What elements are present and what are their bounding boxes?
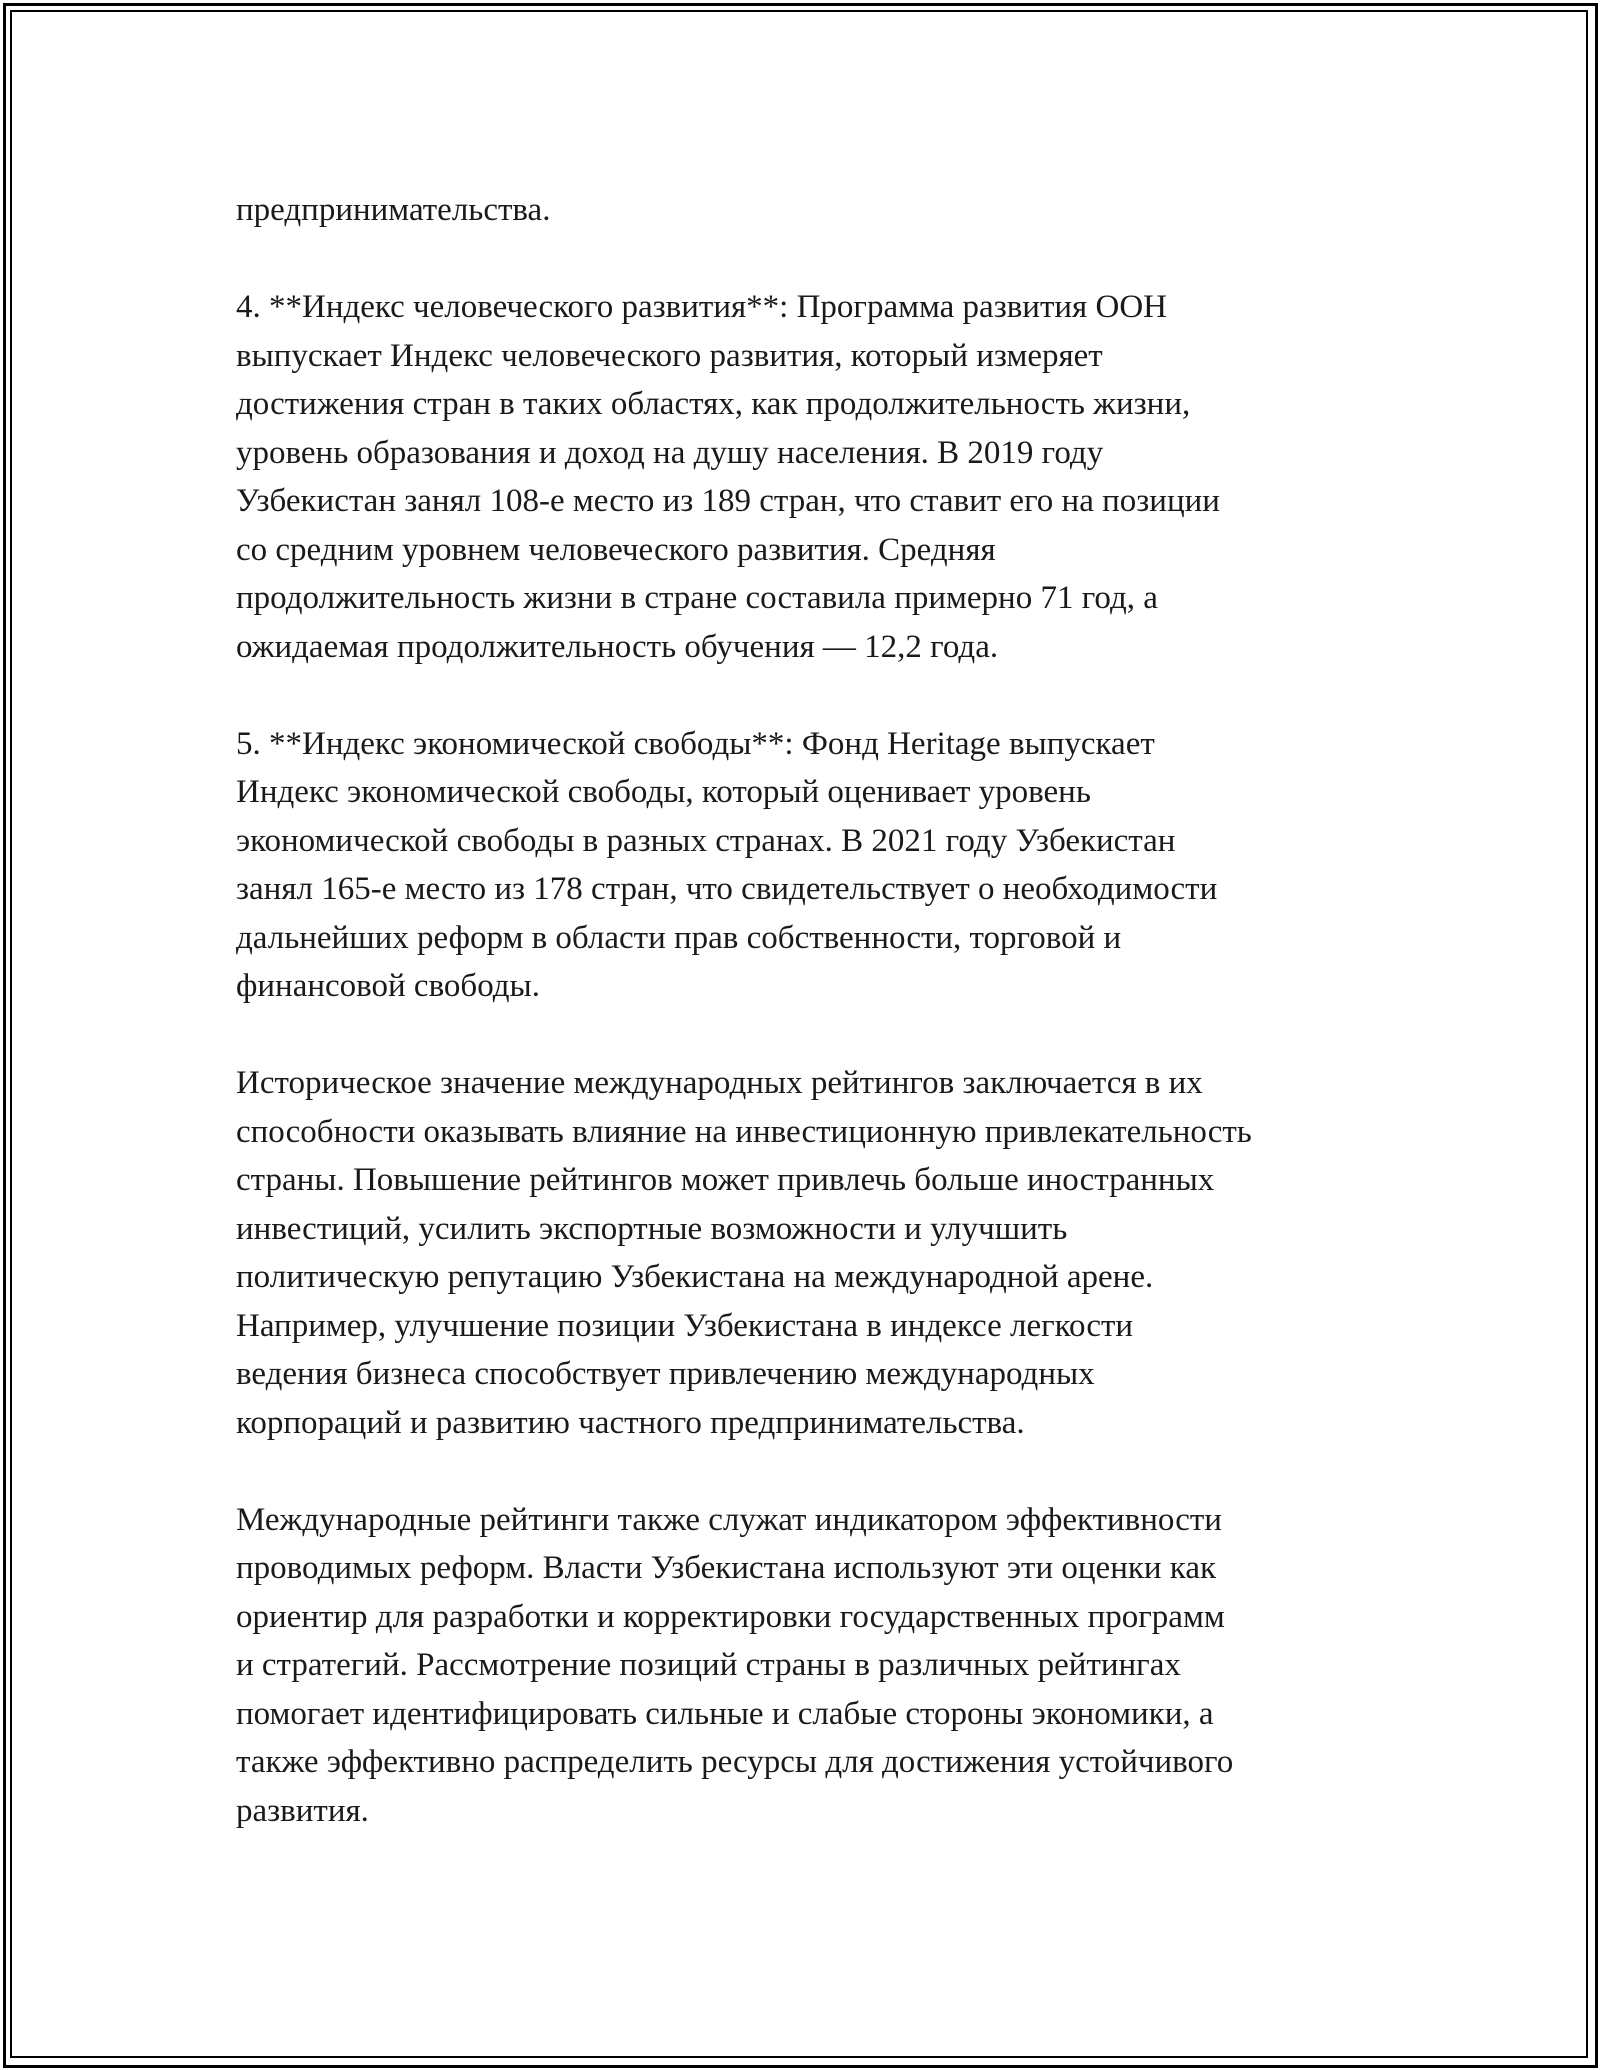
paragraph-economic-freedom-index: 5. **Индекс экономической свободы**: Фонд Heritage выпускает Индекс экономической свободы, который оценивает уровень экономической свободы в разных странах. В 2021 году Узбекистан занял 165-е место из 178 стран, что свидетельствует о необходимости дальнейших реформ в области прав собственности, торговой и финансовой свободы.	[236, 725, 1218, 1004]
paragraph-historical-significance: Историческое значение международных рейтингов заключается в их способности оказывать влияние на инвестиционную привлекательность страны. Повышение рейтингов может привлечь больше иностранных инвестиций, усилить экспортные возможности и улучшить политическую репутацию Узбекистана на международной арене. Например, улучшение позиции Узбекистана в индексе легкости ведения бизнеса способствует привлечению международных корпораций и развитию частного предпринимательства.	[236, 1065, 1252, 1441]
document-body	[236, 186, 1376, 1835]
paragraph-human-development-index: 4. **Индекс человеческого развития**: Программа развития ООН выпускает Индекс человеческого развития, который измеряет достижения стран в таких областях, как продолжительность жизни, уровень образования и доход на душу населения. В 2019 году Узбекистан занял 108-е место из 189 стран, что ставит его на позиции со средним уровнем человеческого развития. Средняя продолжительность жизни в стране составила примерно 71 год, а ожидаемая продолжительность обучения — 12,2 года.	[236, 289, 1220, 665]
paragraph-continuation: предпринимательства.	[236, 192, 551, 228]
paragraph-reform-indicator: Международные рейтинги также служат индикатором эффективности проводимых реформ. Власти Узбекистана используют эти оценки как ориентир для разработки и корректировки государственных программ и стратегий. Рассмотрение позиций страны в различных рейтингах помогает идентифицировать сильные и слабые стороны экономики, а также эффективно распределить ресурсы для достижения устойчивого развития.	[236, 1501, 1234, 1829]
